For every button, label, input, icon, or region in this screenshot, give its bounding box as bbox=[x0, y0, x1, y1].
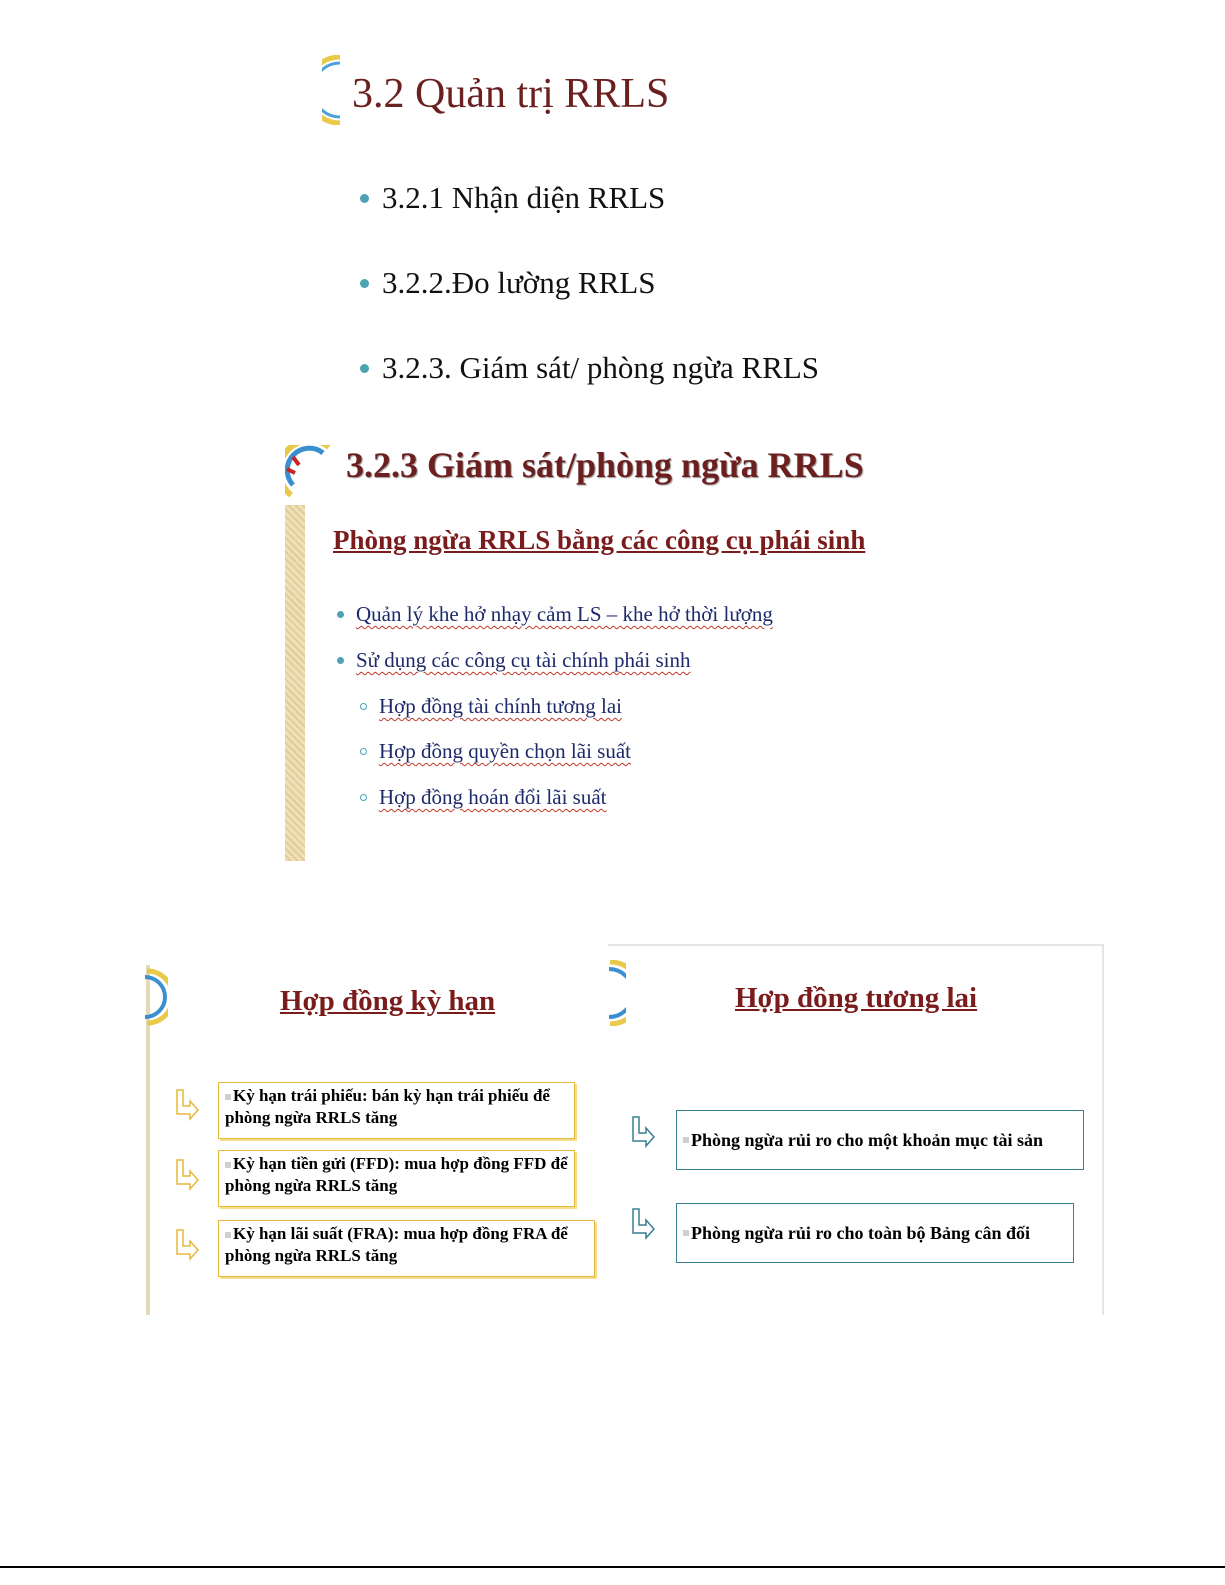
university-logo-icon bbox=[322, 55, 342, 125]
text-box-label: Kỳ hạn lãi suất (FRA): mua hợp đồng FRA để phòng ngừa RRLS tăng bbox=[225, 1224, 568, 1265]
text-box-label: Kỳ hạn trái phiếu: bán kỳ hạn trái phiếu để phòng ngừa RRLS tăng bbox=[225, 1086, 550, 1127]
square-bullet-icon bbox=[683, 1137, 689, 1143]
slide-subtitle: Phòng ngừa RRLS bằng các công cụ phái sinh bbox=[333, 525, 866, 555]
arrow-icon bbox=[630, 1115, 656, 1149]
text-box bbox=[218, 1082, 575, 1139]
list-item-text: 3.2.1 Nhận diện RRLS bbox=[382, 180, 666, 215]
list-item-text: Quản lý khe hở nhạy cảm LS – khe hở thời lượng bbox=[356, 602, 773, 626]
arrow-icon bbox=[174, 1228, 200, 1262]
list-item-text: 3.2.3. Giám sát/ phòng ngừa RRLS bbox=[382, 350, 820, 385]
bullet-icon bbox=[360, 194, 369, 203]
text-box bbox=[218, 1220, 595, 1277]
arrow-icon bbox=[630, 1207, 656, 1241]
text-box bbox=[676, 1203, 1074, 1263]
sub-bullet-icon bbox=[360, 748, 367, 755]
sub-bullet-icon bbox=[360, 794, 367, 801]
slide-title: Hợp đồng tương lai bbox=[735, 982, 978, 1014]
list-item-text: Hợp đồng hoán đổi lãi suất bbox=[379, 785, 607, 809]
bullet-icon bbox=[337, 611, 344, 618]
list-item bbox=[360, 350, 819, 386]
sub-bullet-icon bbox=[360, 703, 367, 710]
list-item bbox=[360, 180, 665, 216]
square-bullet-icon bbox=[225, 1094, 231, 1100]
section-title: 3.2 Quản trị RRLS bbox=[352, 71, 670, 117]
text-box-label: Phòng ngừa rủi ro cho toàn bộ Bảng cân đối bbox=[691, 1222, 1031, 1243]
list-item bbox=[360, 265, 655, 301]
page-bottom-rule bbox=[0, 1566, 1225, 1568]
square-bullet-icon bbox=[683, 1230, 689, 1236]
text-box-label: Phòng ngừa rủi ro cho một khoản mục tài sản bbox=[691, 1129, 1044, 1150]
university-logo-icon bbox=[285, 445, 331, 505]
list-item-text: Hợp đồng tài chính tương lai bbox=[379, 694, 622, 718]
sub-list-item bbox=[360, 694, 622, 719]
slide-title: 3.2.3 Giám sát/phòng ngừa RRLS bbox=[346, 445, 864, 485]
text-box bbox=[218, 1150, 575, 1207]
decorative-sidebar bbox=[285, 505, 305, 861]
bullet-icon bbox=[360, 364, 369, 373]
sub-list-item bbox=[360, 739, 631, 764]
list-item-text: Hợp đồng quyền chọn lãi suất bbox=[379, 739, 631, 763]
list-item-text: Sử dụng các công cụ tài chính phái sinh bbox=[356, 648, 691, 672]
slide-title: Hợp đồng kỳ hạn bbox=[280, 985, 496, 1017]
arrow-icon bbox=[174, 1088, 200, 1122]
list-item-text: 3.2.2.Đo lường RRLS bbox=[382, 265, 656, 300]
square-bullet-icon bbox=[225, 1162, 231, 1168]
bullet-icon bbox=[360, 279, 369, 288]
square-bullet-icon bbox=[225, 1232, 231, 1238]
university-logo-icon bbox=[608, 960, 626, 1026]
text-box bbox=[676, 1110, 1084, 1170]
text-box-label: Kỳ hạn tiền gửi (FFD): mua hợp đồng FFD để phòng ngừa RRLS tăng bbox=[225, 1154, 568, 1195]
list-item bbox=[337, 648, 690, 673]
sub-list-item bbox=[360, 785, 607, 810]
university-logo-icon bbox=[143, 967, 168, 1027]
bullet-icon bbox=[337, 657, 344, 664]
list-item bbox=[337, 602, 773, 627]
arrow-icon bbox=[174, 1158, 200, 1192]
